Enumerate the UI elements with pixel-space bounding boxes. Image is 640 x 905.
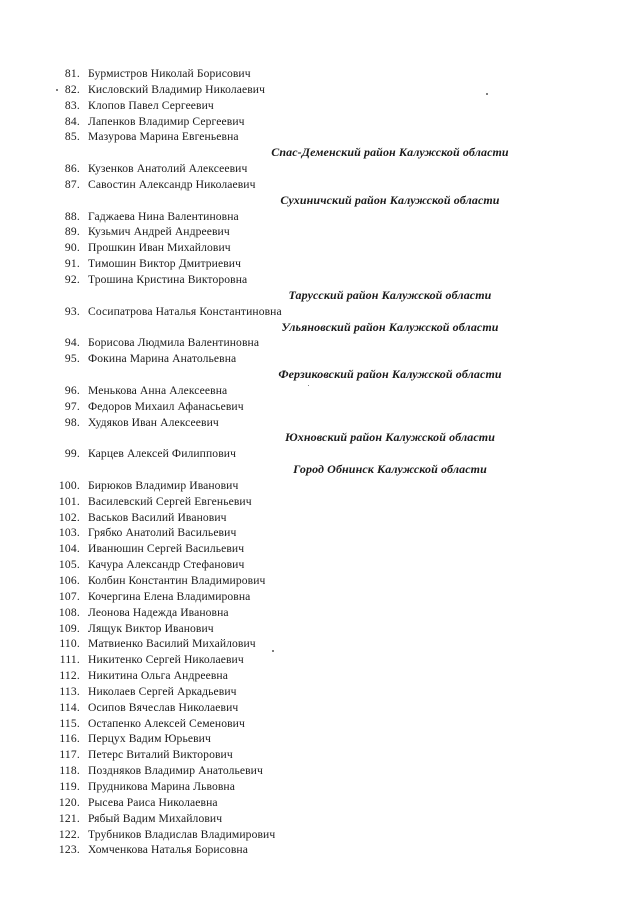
item-number: 97. [64,399,80,413]
person-name: Кисловский Владимир Николаевич [88,82,266,96]
list-item [0,256,640,272]
list-item [0,209,640,225]
person-name: Колбин Константин Владимирович [88,574,266,587]
person-name: Прошкин Иван Михайлович [88,241,231,255]
section-heading: Спас-Деменский район Калужской области [271,145,509,160]
list-item [0,605,640,621]
list-item [0,731,640,747]
item-number: 104. [58,542,80,556]
item-number: 109. [58,621,80,635]
person-name: Худяков Иван Алексеевич [88,415,219,429]
list-item [0,114,640,130]
item-number: 81. [64,67,80,80]
item-number: 106. [58,574,80,587]
list-item [0,668,640,684]
person-name: Тимошин Виктор Дмитриевич [88,257,242,271]
person-name: Васьков Василий Иванович [88,510,227,524]
section-heading: Юхновский район Калужской области [284,430,496,445]
person-name: Рябый Вадим Михайлович [88,811,223,825]
item-number: 122. [58,827,80,841]
person-name: Хомченкова Наталья Борисовна [88,843,248,857]
item-number: 94. [64,336,80,350]
person-name: Никитина Ольга Андреевна [88,669,228,683]
section-heading: Ульяновский район Калужской области [281,319,499,334]
person-name: Иванюшин Сергей Васильевич [88,542,245,556]
item-number: 105. [58,558,80,572]
list-item [0,304,640,320]
scan-speck [486,93,488,95]
section-heading: Город Обнинск Калужской области [293,462,487,477]
item-number: 113. [59,684,80,698]
item-number: 87. [64,177,80,191]
person-name: Лящук Виктор Иванович [88,621,214,635]
item-number: 117. [59,748,80,762]
person-name: Федоров Михаил Афанасьевич [88,399,244,413]
list-item [0,747,640,763]
item-number: 115. [59,716,80,730]
person-name: Остапенко Алексей Семенович [88,716,245,730]
list-item [0,399,640,415]
item-number: 112. [59,669,80,683]
list-item [0,842,640,858]
person-name: Савостин Александр Николаевич [88,177,256,191]
list-item [0,224,640,240]
item-number: 116. [59,732,80,746]
item-number: 119. [59,779,80,793]
item-number: 102. [58,510,80,524]
list-item [0,494,640,510]
list-item [0,129,640,145]
person-name: Грябко Анатолий Васильевич [88,526,237,540]
person-name: Леонова Надежда Ивановна [88,605,229,619]
item-number: 85. [64,130,80,144]
list-item [0,335,640,351]
item-number: 86. [64,162,80,176]
list-item [0,272,640,288]
list-item [0,636,640,652]
item-number: 83. [64,98,80,112]
person-name: Борисова Людмила Валентиновна [88,336,260,350]
section-heading: Ферзиковский район Калужской области [278,367,502,382]
list-item [0,82,640,98]
list-item [0,779,640,795]
list-item [0,795,640,811]
list-item [0,446,640,462]
list-item [0,557,640,573]
item-number: 91. [64,257,80,271]
list-item [0,716,640,732]
list-item [0,541,640,557]
item-number: 96. [64,383,80,397]
list-item [0,383,640,399]
person-name: Прудникова Марина Львовна [88,779,235,793]
list-item [0,161,640,177]
item-number: 123. [58,843,80,857]
item-number: 90. [64,241,80,255]
section-heading: Сухиничский район Калужской области [280,192,500,207]
person-name: Гаджаева Нина Валентиновна [88,209,239,223]
item-number: 108. [58,605,80,619]
person-name: Карцев Алексей Филиппович [88,447,236,461]
item-number: 95. [64,352,80,366]
item-number: 107. [58,589,80,603]
person-name: Бирюков Владимир Иванович [88,478,239,492]
person-name: Осипов Вячеслав Николаевич [88,700,239,714]
person-name: Качура Александр Стефанович [88,558,245,572]
scan-speck [56,89,58,91]
person-name: Сосипатрова Наталья Константиновна [88,304,282,318]
person-name: Бурмистров Николай Борисович [88,67,251,80]
person-name: Василевский Сергей Евгеньевич [88,494,252,508]
list-item [0,763,640,779]
person-name: Николаев Сергей Аркадьевич [88,684,237,698]
list-item [0,589,640,605]
item-number: 92. [64,272,80,286]
person-name: Кузьмич Андрей Андреевич [88,225,230,239]
person-name: Рысева Раиса Николаевна [88,795,218,809]
item-number: 118. [59,764,80,778]
list-item [0,700,640,716]
item-number: 101. [58,494,80,508]
item-number: 82. [64,82,80,96]
person-name: Клопов Павел Сергеевич [88,98,214,112]
item-number: 120. [58,795,80,809]
person-name: Лапенков Владимир Сергеевич [88,114,245,128]
person-name: Трубников Владислав Владимирович [88,827,276,841]
item-number: 88. [64,209,80,223]
list-item [0,240,640,256]
list-item [0,177,640,193]
list-item [0,811,640,827]
person-name: Матвиенко Василий Михайлович [88,637,256,651]
list-item [0,573,640,589]
person-name: Менькова Анна Алексеевна [88,383,228,397]
list-item [0,66,640,82]
item-number: 98. [64,415,80,429]
item-number: 121. [58,811,80,825]
scan-speck [308,385,309,386]
item-number: 89. [64,225,80,239]
person-name: Кочергина Елена Владимировна [88,589,251,603]
section-heading: Тарусский район Калужской области [288,287,492,302]
person-name: Никитенко Сергей Николаевич [88,653,244,667]
item-number: 93. [64,304,80,318]
list-item [0,827,640,843]
list-item [0,621,640,637]
person-name: Поздняков Владимир Анатольевич [88,764,263,778]
item-number: 114. [59,700,80,714]
document-list [0,66,640,858]
list-item [0,684,640,700]
list-item [0,525,640,541]
scan-speck [272,650,274,652]
item-number: 99. [64,447,80,461]
person-name: Перцух Вадим Юрьевич [88,732,211,746]
list-item [0,351,640,367]
person-name: Трошина Кристина Викторовна [88,272,248,286]
item-number: 84. [64,114,80,128]
item-number: 103. [58,526,80,540]
person-name: Кузенков Анатолий Алексеевич [88,162,248,176]
person-name: Петерс Виталий Викторович [88,748,233,762]
list-item [0,510,640,526]
item-number: 100. [58,478,80,492]
item-number: 111. [59,653,80,667]
list-item [0,652,640,668]
list-item [0,98,640,114]
person-name: Мазурова Марина Евгеньевна [88,130,239,144]
list-item [0,478,640,494]
person-name: Фокина Марина Анатольевна [88,352,237,366]
item-number: 110. [59,637,80,651]
list-item [0,415,640,431]
